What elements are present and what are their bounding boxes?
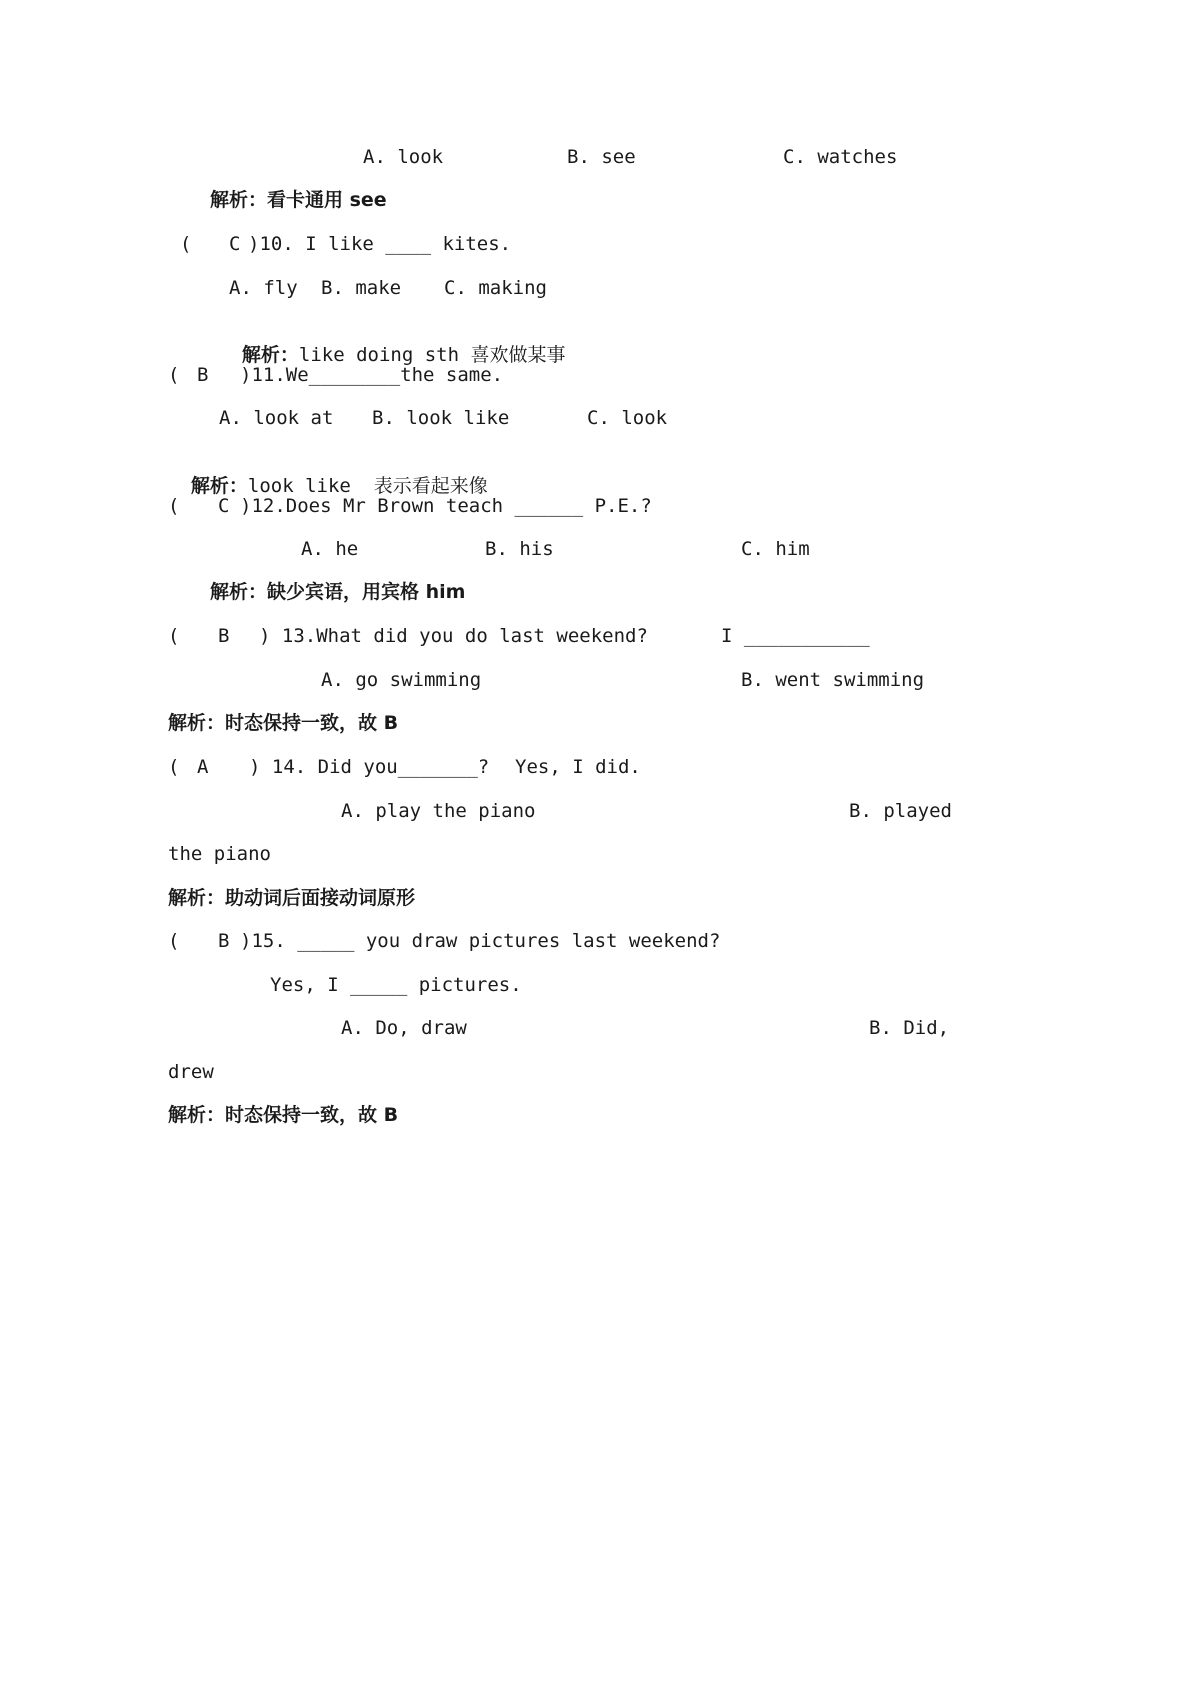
q15-option-b-continued: drew <box>168 1061 214 1083</box>
q15-option-b: B. Did, <box>869 1017 950 1039</box>
q12-option-b: B. his <box>485 538 554 560</box>
q10-text: )10. I like ____ kites. <box>248 233 512 255</box>
q9-option-c: C. watches <box>783 146 898 168</box>
q13-reply: I ___________ <box>721 625 870 647</box>
q15-answer: B <box>218 930 230 952</box>
q10-option-c: C. making <box>444 277 547 299</box>
q11-bracket: ( <box>168 364 180 386</box>
q10-option-a: A. fly <box>229 277 298 299</box>
q11-text: )11.We________the same. <box>240 364 504 386</box>
q15-bracket: ( <box>168 930 180 952</box>
q15-option-a: A. Do, draw <box>341 1017 467 1039</box>
q14-analysis: 解析：助动词后面接动词原形 <box>168 887 416 909</box>
q12-text: )12.Does Mr Brown teach ______ P.E.? <box>240 495 652 517</box>
q11-analysis-label: 解析： <box>190 475 248 497</box>
q11-option-b: B. look like <box>372 407 510 429</box>
q10-analysis-label: 解析： <box>241 344 299 366</box>
q13-option-a: A. go swimming <box>321 669 482 691</box>
q15-analysis: 解析：时态保持一致，故 B <box>168 1104 399 1126</box>
q14-answer: A <box>197 756 209 778</box>
q11-option-c: C. look <box>587 407 668 429</box>
q10-analysis <box>219 319 566 366</box>
q12-analysis: 解析：缺少宾语，用宾格 him <box>210 581 466 603</box>
q12-option-a: A. he <box>301 538 359 560</box>
q11-option-a: A. look at <box>219 407 334 429</box>
q13-option-b: B. went swimming <box>741 669 925 691</box>
q10-analysis-text: like doing sth 喜欢做某事 <box>298 344 566 366</box>
q11-analysis <box>168 450 488 497</box>
q13-analysis: 解析：时态保持一致，故 B <box>168 712 399 734</box>
q14-reply: Yes, I did. <box>515 756 641 778</box>
q15-text: )15. _____ you draw pictures last weekend? <box>240 930 721 952</box>
q10-answer: C <box>229 233 241 255</box>
q11-answer: B <box>197 364 209 386</box>
q14-option-b-continued: the piano <box>168 843 271 865</box>
q9-option-b: B. see <box>567 146 636 168</box>
q10-bracket: ( <box>180 233 192 255</box>
q14-option-a: A. play the piano <box>341 800 536 822</box>
q13-bracket: ( <box>168 625 180 647</box>
q14-bracket: ( <box>168 756 180 778</box>
q9-analysis: 解析：看卡通用 see <box>210 189 387 211</box>
q13-answer: B <box>218 625 230 647</box>
q13-text: ) 13.What did you do last weekend? <box>259 625 648 647</box>
q11-analysis-text: look like 表示看起来像 <box>247 475 488 497</box>
q14-text: ) 14. Did you_______? <box>249 756 490 778</box>
q12-bracket: ( <box>168 495 180 517</box>
q12-option-c: C. him <box>741 538 810 560</box>
q15-reply: Yes, I _____ pictures. <box>270 974 522 996</box>
q10-option-b: B. make <box>321 277 402 299</box>
q9-option-a: A. look <box>363 146 444 168</box>
q14-option-b: B. played <box>849 800 952 822</box>
q12-answer: C <box>218 495 230 517</box>
